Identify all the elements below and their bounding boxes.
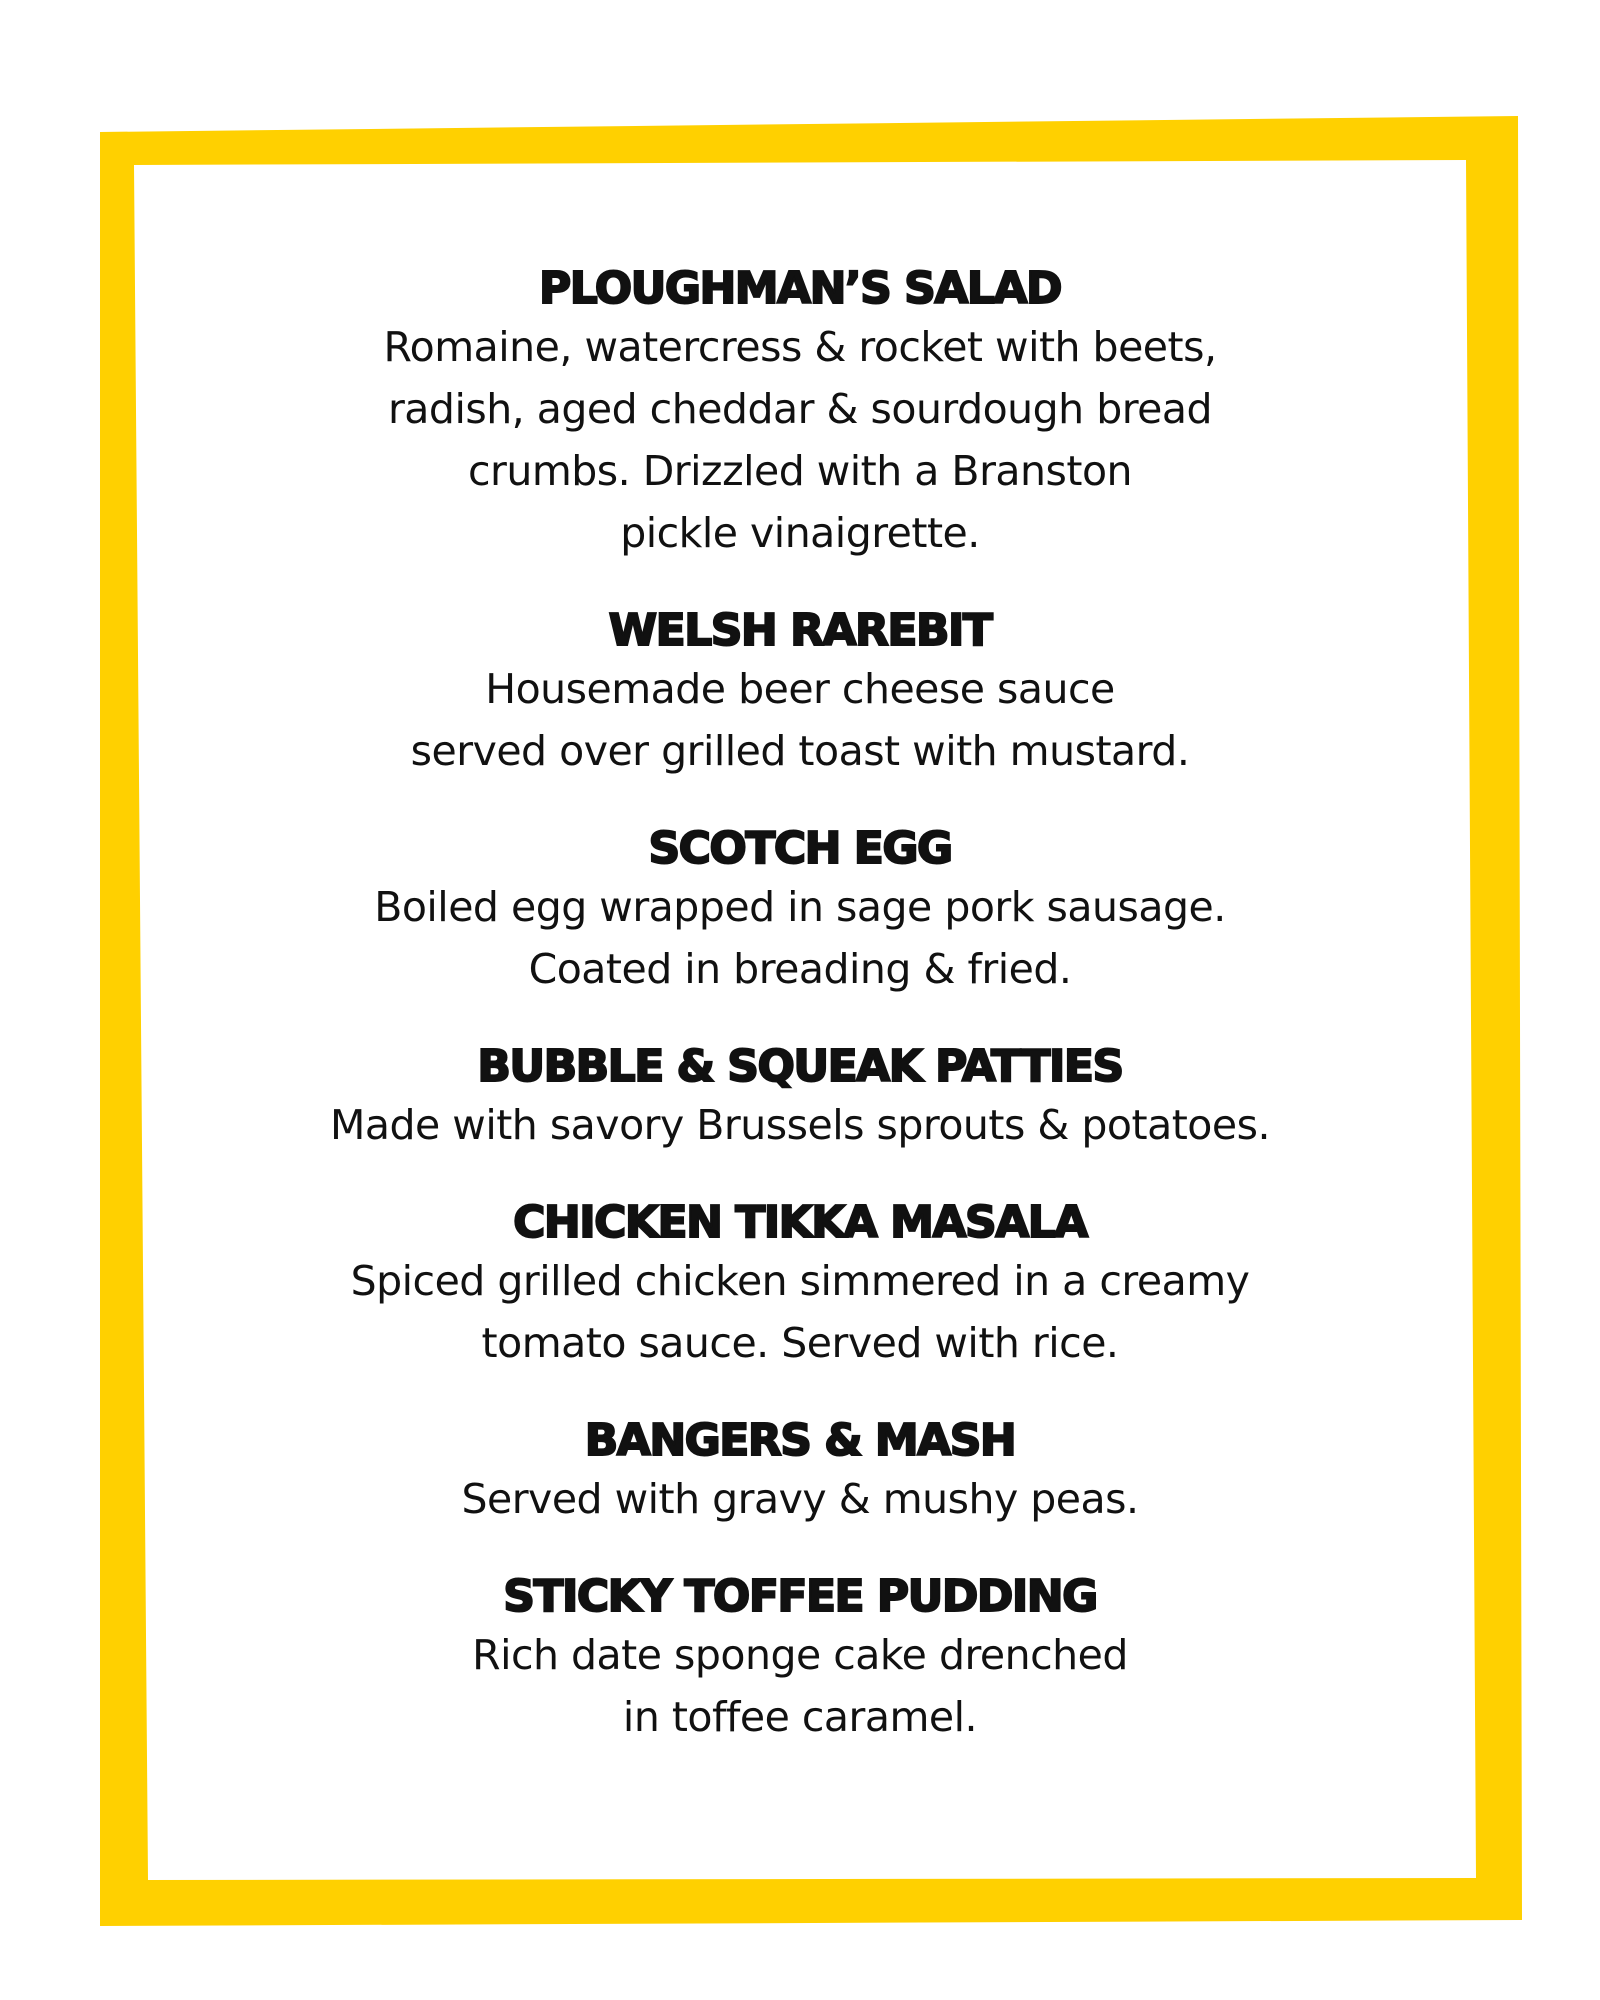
item-description: Spiced grilled chicken simmered in a creamy tomato sauce. Served with rice. bbox=[350, 1257, 1250, 1367]
menu-item-ploughmans-salad bbox=[180, 262, 1420, 564]
item-description: Boiled egg wrapped in sage pork sausage. Coated in breading & fried. bbox=[374, 883, 1226, 993]
menu-item-bubble-squeak-patties bbox=[180, 1040, 1420, 1156]
item-name: WELSH RAREBIT bbox=[608, 605, 992, 656]
item-description: Made with savory Brussels sprouts & potatoes. bbox=[330, 1101, 1270, 1149]
menu-list bbox=[180, 262, 1420, 1788]
menu-item-chicken-tikka-masala bbox=[180, 1196, 1420, 1374]
item-name: SCOTCH EGG bbox=[648, 823, 952, 874]
item-name: STICKY TOFFEE PUDDING bbox=[503, 1571, 1097, 1622]
menu-item-bangers-mash bbox=[180, 1414, 1420, 1530]
item-description: Served with gravy & mushy peas. bbox=[461, 1475, 1139, 1523]
item-name: CHICKEN TIKKA MASALA bbox=[513, 1197, 1087, 1248]
item-name: PLOUGHMAN’S SALAD bbox=[538, 263, 1062, 314]
item-description: Housemade beer cheese sauce served over grilled toast with mustard. bbox=[410, 665, 1190, 775]
item-name: BUBBLE & SQUEAK PATTIES bbox=[477, 1041, 1123, 1092]
menu-item-scotch-egg bbox=[180, 822, 1420, 1000]
item-description: Rich date sponge cake drenched in toffee caramel. bbox=[472, 1631, 1128, 1741]
menu-item-welsh-rarebit bbox=[180, 604, 1420, 782]
menu-item-sticky-toffee-pudding bbox=[180, 1570, 1420, 1748]
item-description: Romaine, watercress & rocket with beets, radish, aged cheddar & sourdough bread crumbs. Drizzled with a Branston pickle vinaigrette. bbox=[383, 323, 1217, 557]
item-name: BANGERS & MASH bbox=[584, 1415, 1016, 1466]
